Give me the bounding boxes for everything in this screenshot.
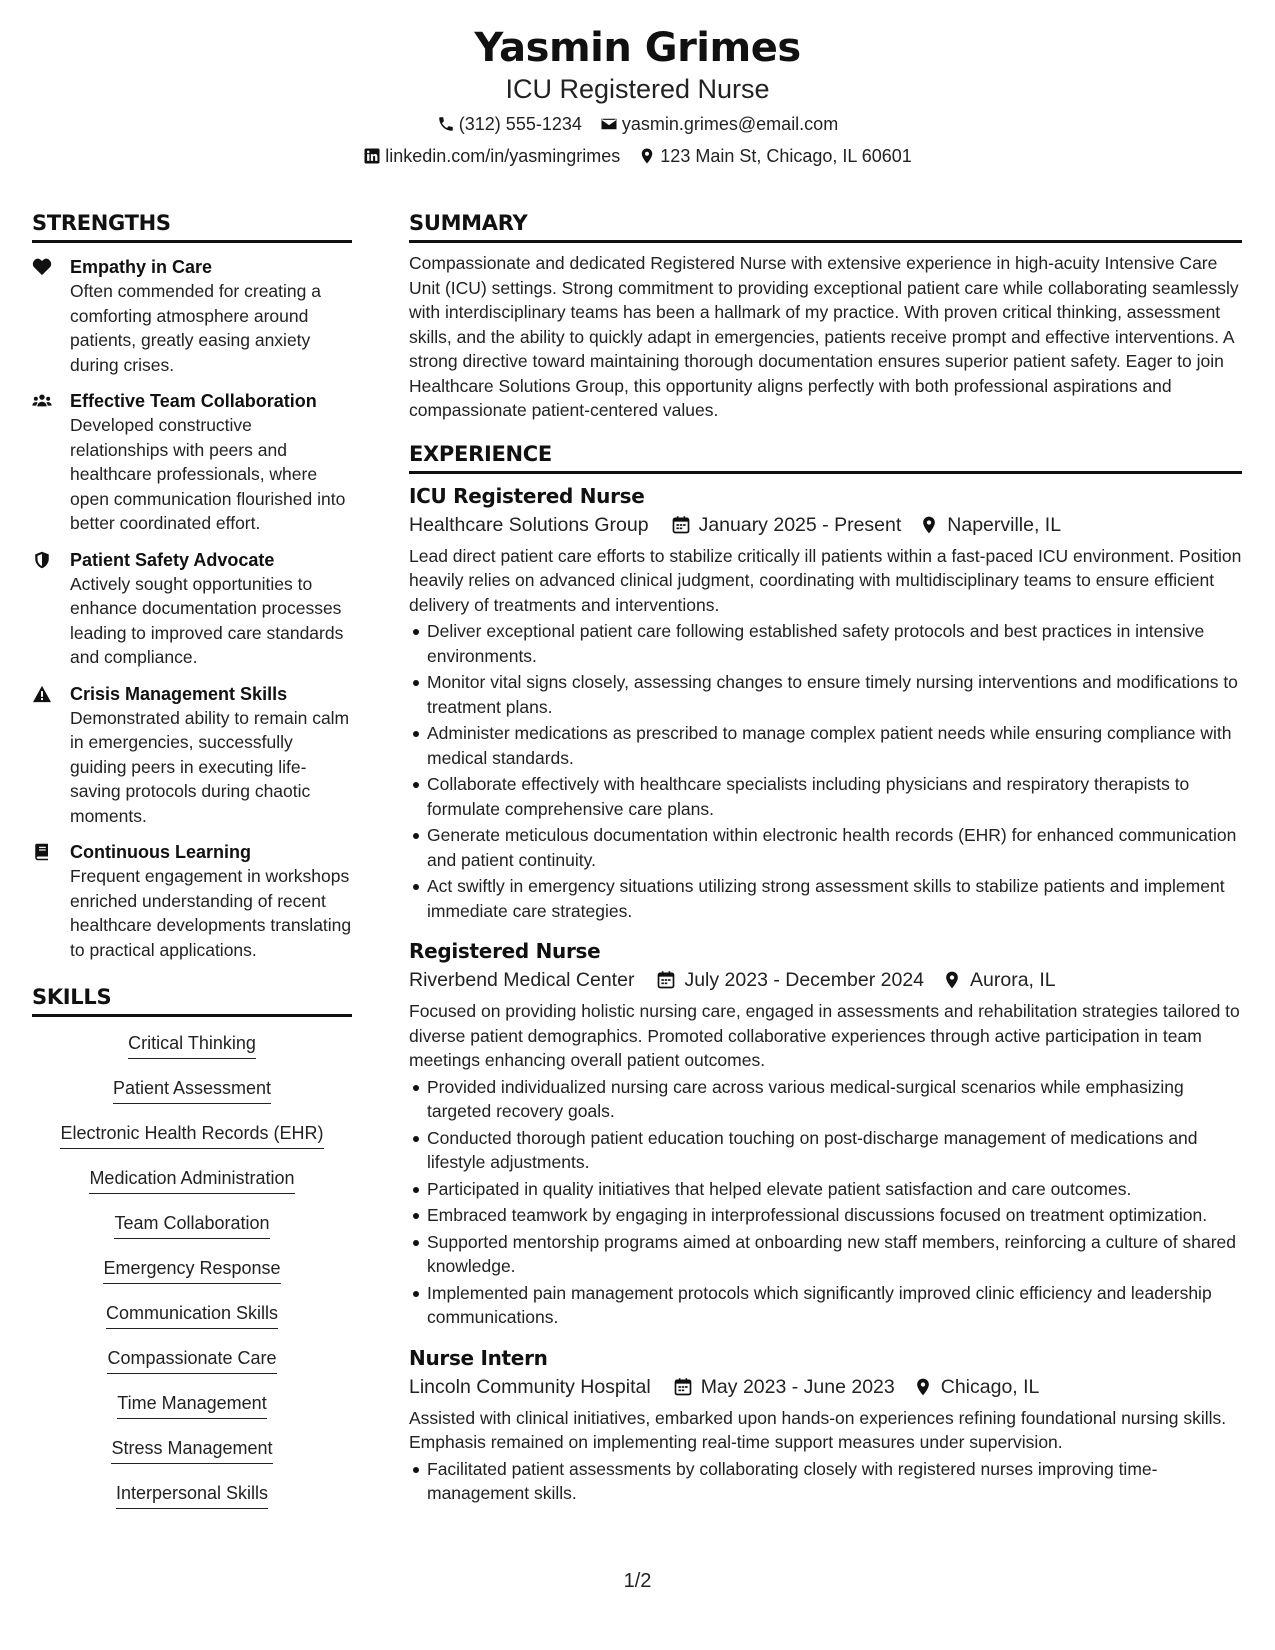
skill-tag: Patient Assessment bbox=[113, 1076, 271, 1104]
right-column bbox=[409, 210, 1242, 1508]
skill-tag: Interpersonal Skills bbox=[116, 1481, 268, 1509]
bullet-item: Collaborate effectively with healthcare specialists including physicians and respiratory therapists to formulate comprehensive care plans. bbox=[427, 772, 1242, 821]
job-entry bbox=[409, 482, 1242, 924]
shield-icon bbox=[32, 551, 52, 569]
email-text: yasmin.grimes@email.com bbox=[621, 114, 839, 134]
strength-item bbox=[32, 840, 352, 962]
strength-desc: Frequent engagement in workshops enriched understanding of recent healthcare developments translating to practical applications. bbox=[70, 866, 352, 960]
skills-list bbox=[32, 1031, 352, 1526]
job-description: Focused on providing holistic nursing care, engaged in assessments and rehabilitation strategies tailored to diverse patient demographics. Promoted collaborative experiences through active participation in team meetings enhancing overall patient outcomes. bbox=[409, 1001, 1240, 1070]
job-dates: January 2025 - Present bbox=[698, 513, 902, 536]
bullet-item: Act swiftly in emergency situations utilizing strong assessment skills to stabilize patients and implement immediate care strategies. bbox=[427, 874, 1242, 923]
job-bullets bbox=[409, 619, 1242, 923]
skill-tag: Compassionate Care bbox=[107, 1346, 276, 1374]
phone-icon bbox=[437, 115, 455, 133]
skill-tag: Medication Administration bbox=[89, 1166, 294, 1194]
strength-desc: Actively sought opportunities to enhance documentation processes leading to improved care standards and compliance. bbox=[70, 573, 344, 667]
map-pin-icon bbox=[913, 1377, 933, 1397]
skill-tag: Stress Management bbox=[111, 1436, 272, 1464]
bullet-item: Supported mentorship programs aimed at onboarding new staff members, reinforcing a culture of shared knowledge. bbox=[427, 1230, 1242, 1279]
skill-tag: Team Collaboration bbox=[114, 1211, 269, 1239]
calendar-icon bbox=[673, 1377, 693, 1397]
strength-desc: Demonstrated ability to remain calm in emergencies, successfully guiding peers in executing life-saving protocols during chaotic moments. bbox=[70, 707, 350, 826]
email-contact[interactable] bbox=[600, 112, 838, 136]
job-entry bbox=[409, 937, 1242, 1330]
users-icon bbox=[32, 392, 52, 410]
strength-item bbox=[32, 682, 352, 829]
phone-text: (312) 555-1234 bbox=[458, 114, 582, 134]
job-location: Chicago, IL bbox=[940, 1375, 1040, 1398]
contact-row-1 bbox=[0, 112, 1275, 136]
job-title: Registered Nurse bbox=[409, 939, 601, 963]
strength-title: Crisis Management Skills bbox=[70, 683, 288, 704]
book-icon bbox=[32, 843, 52, 861]
job-entry bbox=[409, 1344, 1242, 1506]
map-pin-icon bbox=[919, 515, 939, 535]
job-dates: July 2023 - December 2024 bbox=[684, 969, 925, 991]
envelope-icon bbox=[600, 115, 618, 133]
skill-tag: Time Management bbox=[117, 1391, 266, 1419]
skill-tag: Critical Thinking bbox=[128, 1031, 256, 1059]
job-description: Assisted with clinical initiatives, embarked upon hands-on experiences refining foundational nursing skills. Emphasis remained on implementing real-time support measures under supervision. bbox=[409, 1407, 1227, 1452]
left-column bbox=[32, 210, 352, 1526]
job-location: Naperville, IL bbox=[947, 513, 1062, 536]
job-description: Lead direct patient care efforts to stabilize critically ill patients within a fast-paced ICU environment. Position heavily relies on advanced clinical judgment, coordinating with multidisciplinary teams to ensure efficient delivery of treatments and interventions. bbox=[409, 545, 1242, 615]
strength-title: Effective Team Collaboration bbox=[70, 391, 317, 411]
strength-desc: Often commended for creating a comforting atmosphere around patients, greatly easing anxiety during crises. bbox=[70, 281, 321, 375]
phone-contact bbox=[437, 112, 582, 136]
job-meta bbox=[409, 510, 1242, 540]
skill-tag: Electronic Health Records (EHR) bbox=[60, 1121, 323, 1149]
bullet-item: Embraced teamwork by engaging in interprofessional discussions focused on treatment optimization. bbox=[427, 1203, 1242, 1228]
map-pin-icon bbox=[638, 147, 656, 165]
bullet-item: Facilitated patient assessments by collaborating closely with registered nurses improving time-management skills. bbox=[427, 1457, 1242, 1506]
strengths-heading: STRENGTHS bbox=[32, 210, 352, 243]
address-contact bbox=[638, 144, 912, 168]
summary-text: Compassionate and dedicated Registered Nurse with extensive experience in high-acuity Intensive Care Unit (ICU) settings. Strong commitment to providing exceptional patient care while collaborating seamlessly with interdisciplinary teams has been a hallmark of my practice. With proven critical thinking, assessment skills, and the ability to quickly adapt in emergencies, patients receive prompt and effective interventions. A strong directive toward maintaining thorough documentation ensures superior patient safety. Eager to join Healthcare Solutions Group, this opportunity aligns perfectly with both professional aspirations and compassionate patient-centered values. bbox=[409, 253, 1239, 420]
job-title: ICU Registered Nurse bbox=[409, 483, 645, 508]
company-name: Healthcare Solutions Group bbox=[409, 513, 649, 536]
job-dates: May 2023 - June 2023 bbox=[700, 1375, 895, 1398]
bullet-item: Administer medications as prescribed to manage complex patient needs while ensuring compliance with medical standards. bbox=[427, 721, 1242, 770]
bullet-item: Implemented pain management protocols which significantly improved clinic efficiency and leadership communications. bbox=[427, 1281, 1242, 1330]
address-text: 123 Main St, Chicago, IL 60601 bbox=[660, 146, 912, 166]
heart-icon bbox=[32, 258, 52, 276]
map-pin-icon bbox=[942, 970, 962, 990]
candidate-name: Yasmin Grimes bbox=[474, 25, 801, 71]
linkedin-text: linkedin.com/in/yasmingrimes bbox=[385, 146, 621, 166]
summary-heading: SUMMARY bbox=[409, 210, 1242, 243]
job-bullets bbox=[409, 1457, 1242, 1506]
page-number: 1/2 bbox=[623, 1570, 652, 1592]
bullet-item: Provided individualized nursing care across various medical-surgical scenarios while emphasizing targeted recovery goals. bbox=[427, 1075, 1242, 1124]
skill-tag: Emergency Response bbox=[103, 1256, 280, 1284]
strength-title: Empathy in Care bbox=[70, 257, 213, 277]
linkedin-icon bbox=[363, 147, 381, 165]
experience-heading: EXPERIENCE bbox=[409, 441, 1242, 474]
calendar-icon bbox=[656, 970, 676, 990]
candidate-title: ICU Registered Nurse bbox=[505, 74, 770, 104]
strength-desc: Developed constructive relationships with peers and healthcare professionals, where open communication flourished into better coordinated effort. bbox=[70, 415, 346, 533]
strength-item bbox=[32, 548, 352, 670]
strength-item bbox=[32, 255, 352, 377]
company-name: Lincoln Community Hospital bbox=[409, 1375, 651, 1398]
job-title: Nurse Intern bbox=[409, 1345, 548, 1370]
resume-header bbox=[0, 24, 1275, 168]
job-meta bbox=[409, 965, 1242, 995]
job-meta bbox=[409, 1372, 1242, 1402]
bullet-item: Generate meticulous documentation within electronic health records (EHR) for enhanced communication and patient continuity. bbox=[427, 823, 1242, 872]
job-location: Aurora, IL bbox=[970, 969, 1056, 991]
skills-heading: SKILLS bbox=[32, 984, 352, 1017]
calendar-icon bbox=[671, 515, 691, 535]
bullet-item: Participated in quality initiatives that helped elevate patient satisfaction and care outcomes. bbox=[427, 1177, 1242, 1202]
skill-tag: Communication Skills bbox=[106, 1301, 278, 1329]
job-bullets bbox=[409, 1075, 1242, 1330]
warning-icon bbox=[32, 685, 52, 703]
strength-title: Patient Safety Advocate bbox=[70, 549, 275, 570]
contact-row-2 bbox=[0, 144, 1275, 168]
company-name: Riverbend Medical Center bbox=[409, 969, 635, 991]
strength-title: Continuous Learning bbox=[70, 842, 251, 862]
bullet-item: Deliver exceptional patient care following established safety protocols and best practices in intensive environments. bbox=[427, 619, 1242, 668]
linkedin-contact[interactable] bbox=[363, 144, 620, 168]
strength-item bbox=[32, 389, 352, 536]
bullet-item: Conducted thorough patient education touching on post-discharge management of medications and lifestyle adjustments. bbox=[427, 1126, 1242, 1175]
bullet-item: Monitor vital signs closely, assessing changes to ensure timely nursing interventions and modifications to treatment plans. bbox=[427, 670, 1242, 719]
